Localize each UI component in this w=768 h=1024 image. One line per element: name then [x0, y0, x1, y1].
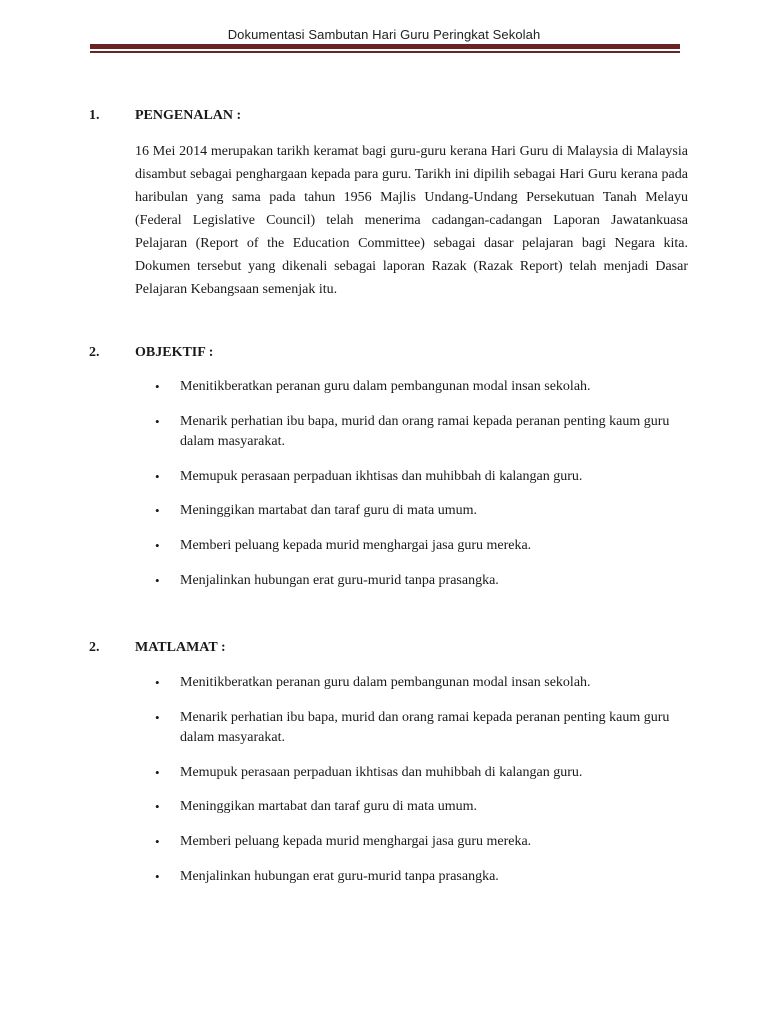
- list-item-text: Menitikberatkan peranan guru dalam pembangunan modal insan sekolah.: [180, 675, 591, 690]
- list-item: [155, 377, 591, 397]
- list-item-text: Menitikberatkan peranan guru dalam pembangunan modal insan sekolah.: [180, 379, 591, 394]
- list-item-text: Menarik perhatian ibu bapa, murid dan orang ramai kepada peranan penting kaum guru dalam masyarakat.: [180, 414, 670, 449]
- header-rule-thin: [90, 51, 680, 53]
- section-title: MATLAMAT :: [135, 640, 226, 655]
- bullet-icon: •: [155, 675, 160, 690]
- list-item-text: Meninggikan martabat dan taraf guru di mata umum.: [180, 503, 478, 518]
- list-item: [155, 867, 499, 887]
- bullet-icon: •: [155, 834, 160, 849]
- bullet-icon: •: [155, 538, 160, 553]
- list-item-text: Memupuk perasaan perpaduan ikhtisas dan muhibbah di kalangan guru.: [180, 469, 583, 484]
- bullet-icon: •: [155, 379, 160, 394]
- list-item-text: Memberi peluang kepada murid menghargai jasa guru mereka.: [180, 538, 532, 553]
- list-item: [155, 412, 695, 452]
- bullet-icon: •: [155, 799, 160, 814]
- list-item-text: Menjalinkan hubungan erat guru-murid tanpa prasangka.: [180, 573, 499, 588]
- list-item: [155, 501, 477, 521]
- list-item: [155, 673, 591, 693]
- list-item: [155, 708, 695, 748]
- list-item-text: Meninggikan martabat dan taraf guru di mata umum.: [180, 799, 478, 814]
- section-title: PENGENALAN :: [135, 108, 242, 123]
- section-number: 2.: [89, 345, 100, 360]
- section-number: 1.: [89, 108, 100, 123]
- list-item: [155, 467, 582, 487]
- list-item-text: Menarik perhatian ibu bapa, murid dan orang ramai kepada peranan penting kaum guru dalam masyarakat.: [180, 710, 670, 745]
- list-item: [155, 797, 477, 817]
- header-rule-thick: [90, 44, 680, 49]
- bullet-icon: •: [155, 573, 160, 588]
- bullet-icon: •: [155, 869, 160, 884]
- page-header: Dokumentasi Sambutan Hari Guru Peringkat Sekolah: [227, 27, 541, 42]
- bullet-icon: •: [155, 469, 160, 484]
- list-item: [155, 832, 531, 852]
- section-title: OBJEKTIF :: [135, 345, 214, 360]
- list-item-text: Memberi peluang kepada murid menghargai jasa guru mereka.: [180, 834, 532, 849]
- list-item-text: Menjalinkan hubungan erat guru-murid tanpa prasangka.: [180, 869, 499, 884]
- list-item-text: Memupuk perasaan perpaduan ikhtisas dan muhibbah di kalangan guru.: [180, 765, 583, 780]
- list-item: [155, 763, 582, 783]
- bullet-icon: •: [155, 765, 160, 780]
- section-number: 2.: [89, 640, 100, 655]
- bullet-icon: •: [155, 503, 160, 518]
- bullet-icon: •: [155, 710, 160, 725]
- section-paragraph: 16 Mei 2014 merupakan tarikh keramat bagi guru-guru kerana Hari Guru di Malaysia di Malaysia disambut sebagai penghargaan kepada para guru. Tarikh ini dipilih sebagai Hari Guru kerana pada haribulan yang sama pada tahun 1956 Majlis Undang-Undang Persekutuan Tanah Melayu (Federal Legislative Council) telah menerima cadangan-cadangan Laporan Jawatankuasa Pelajaran (Report of the Education Committee) sebagai dasar pelajaran bagi Negara kita. Dokumen tersebut yang dikenali sebagai laporan Razak (Razak Report) telah menjadi Dasar Pelajaran Kebangsaan semenjak itu.: [135, 144, 688, 297]
- list-item: [155, 571, 499, 591]
- header-rule: [90, 44, 680, 53]
- bullet-icon: •: [155, 414, 160, 429]
- list-item: [155, 536, 531, 556]
